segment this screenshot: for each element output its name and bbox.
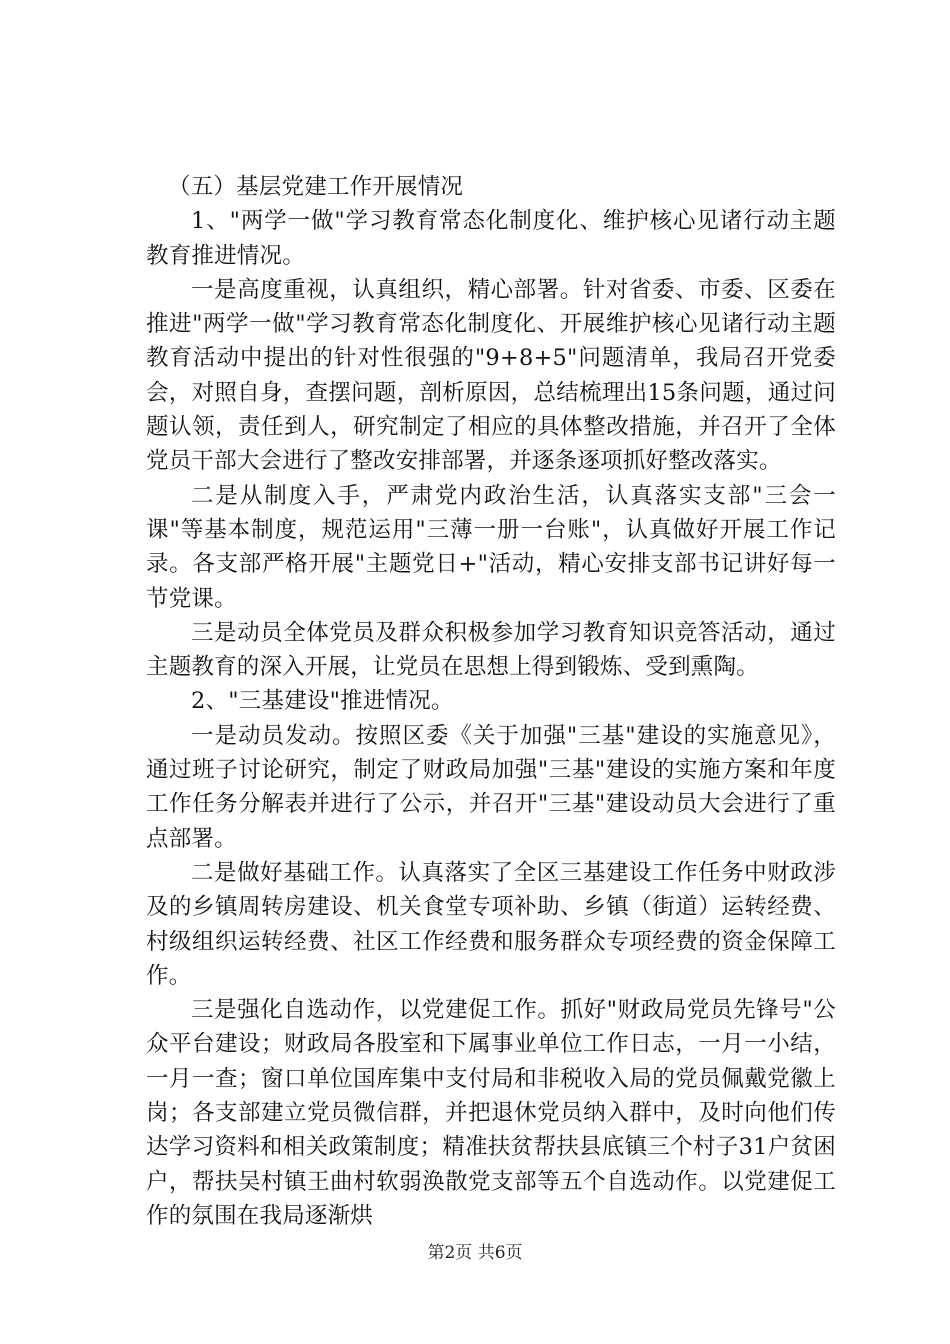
paragraph-3: 三是动员全体党员及群众积极参加学习教育知识竞答活动，通过主题教育的深入开展，让党员在思想上得到锻炼、受到熏陶。 [146,619,836,681]
paragraph-1: 一是高度重视，认真组织，精心部署。针对省委、市委、区委在推进"两学一做"学习教育常态化制度化、开展维护核心见诸行动主题教育活动中提出的针对性很强的"9+8+5"问题清单，我局召开党委会，对照自身，查摆问题，剖析原因，总结梳理出15条问题，通过问题认领，责任到人，研究制定了相应的具体整改措施，并召开了全体党员干部大会进行了整改安排部署，并逐条逐项抓好整改落实。 [146,276,836,475]
paragraph-4: 一是动员发动。按照区委《关于加强"三基"建设的实施意见》，通过班子讨论研究，制定了财政局加强"三基"建设的实施方案和年度工作任务分解表并进行了公示，并召开"三基"建设动员大会进行了重点部署。 [146,722,836,852]
subsection-title-2: 2、"三基建设"推进情况。 [191,688,454,715]
paragraph-6: 三是强化自选动作，以党建促工作。抓好"财政局党员先锋号"公众平台建设；财政局各股室和下属事业单位工作日志，一月一小结，一月一查；窗口单位国库集中支付局和非税收入局的党员佩戴党徽上岗；各支部建立党员微信群，并把退休党员纳入群中，及时向他们传达学习资料和相关政策制度；精准扶贫帮扶县底镇三个村子31户贫困户，帮扶吴村镇王曲村软弱涣散党支部等五个自选动作。以党建促工作的氛围在我局逐渐烘 [146,997,836,1229]
page-footer: 第2页 共6页 [427,1243,523,1263]
paragraph-2: 二是从制度入手，严肃党内政治生活，认真落实支部"三会一课"等基本制度，规范运用"三薄一册一台账"，认真做好开展工作记录。各支部严格开展"主题党日+"活动，精心安排支部书记讲好每一节党课。 [146,482,836,612]
section-heading: （五）基层党建工作开展情况 [168,174,464,200]
document-body [146,170,836,1233]
paragraph-5: 二是做好基础工作。认真落实了全区三基建设工作任务中财政涉及的乡镇周转房建设、机关食堂专项补助、乡镇（街道）运转经费、村级组织运转经费、社区工作经费和服务群众专项经费的资金保障工作。 [146,859,836,989]
subsection-title-1: 1、"两学一做"学习教育常态化制度化、维护核心见诸行动主题教育推进情况。 [146,208,836,269]
